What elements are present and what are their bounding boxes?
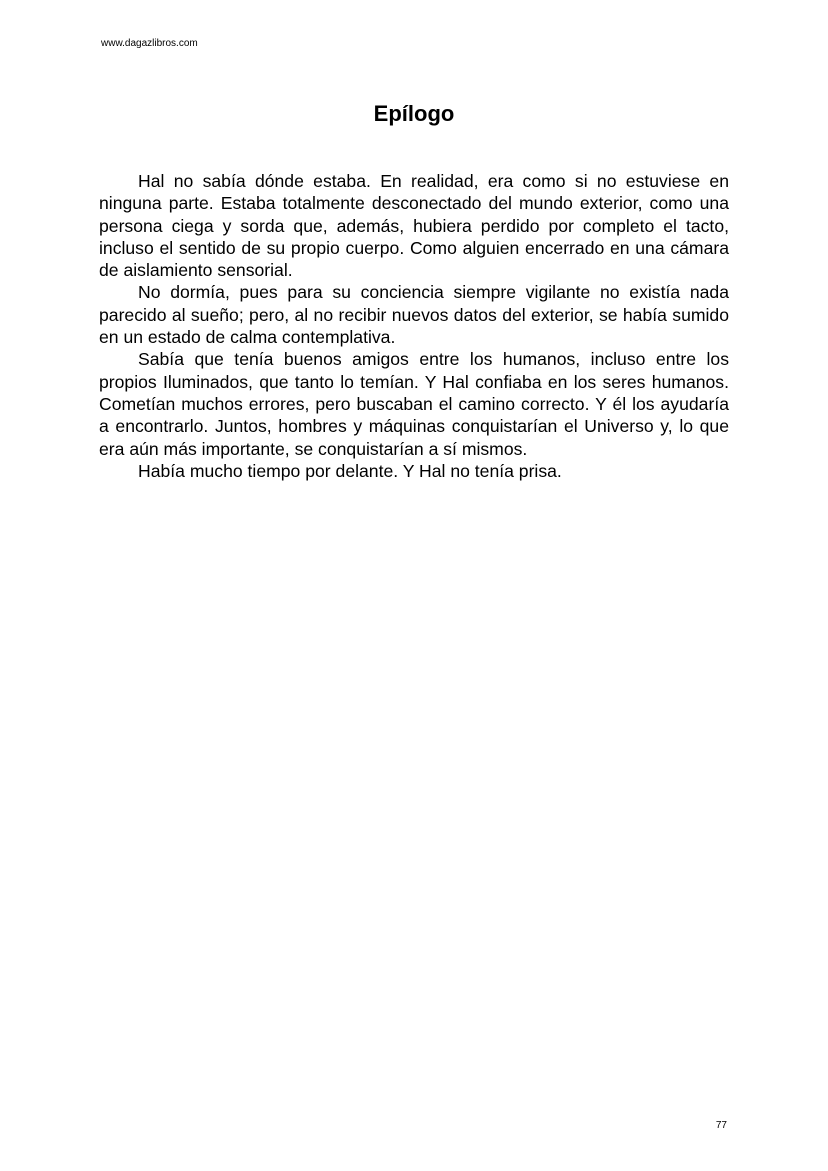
page-header-url: www.dagazlibros.com [101, 38, 198, 49]
body-text [99, 170, 729, 482]
chapter-title: Epílogo [373, 101, 455, 126]
page-number: 77 [715, 1120, 727, 1131]
paragraph: No dormía, pues para su conciencia siempre vigilante no existía nada parecido al sueño; pero, al no recibir nuevos datos del exterior, se había sumido en un estado de calma contemplativa. [99, 282, 729, 348]
paragraph: Había mucho tiempo por delante. Y Hal no tenía prisa. [138, 460, 562, 481]
paragraph: Sabía que tenía buenos amigos entre los humanos, incluso entre los propios Iluminados, que tanto lo temían. Y Hal confiaba en los seres humanos. Cometían muchos errores, pero buscaban el camino correcto. Y él los ayudaría a encontrarlo. Juntos, hombres y máquinas conquistarían el Universo y, lo que era aún más importante, se conquistarían a sí mismos. [99, 349, 729, 459]
paragraph: Hal no sabía dónde estaba. En realidad, era como si no estuviese en ninguna parte. Estaba totalmente desconectado del mundo exterior, como una persona ciega y sorda que, además, hubiera perdido por completo el tacto, incluso el sentido de su propio cuerpo. Como alguien encerrado en una cámara de aislamiento sensorial. [99, 171, 729, 281]
